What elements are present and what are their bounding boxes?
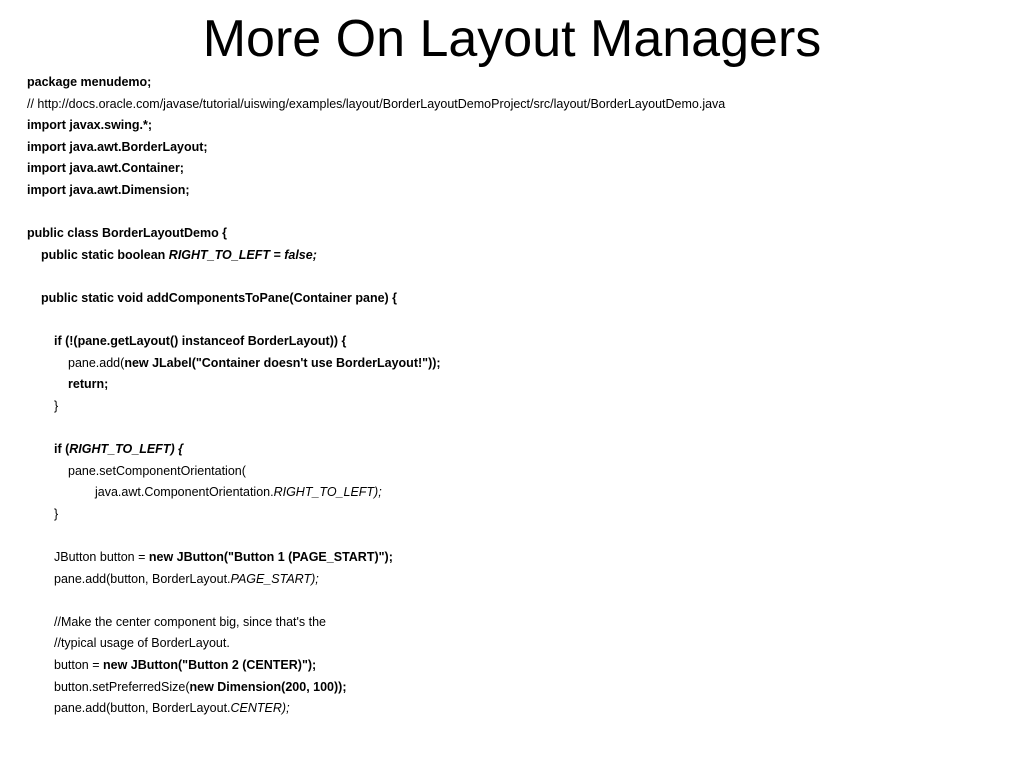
code-token: CENTER); <box>230 701 290 716</box>
code-token: pane.add(button, BorderLayout. <box>54 701 231 716</box>
code-line: // http://docs.oracle.com/javase/tutorial/uiswing/examples/layout/BorderLayoutDemoProject/src/layout/BorderLayoutDemo.java <box>27 96 726 111</box>
code-line: import java.awt.Container; <box>27 161 184 176</box>
code-line <box>27 482 1017 504</box>
code-line: if (!(pane.getLayout() instanceof BorderLayout)) { <box>54 334 347 349</box>
code-token: pane.add( <box>68 355 125 370</box>
code-token: java.awt.ComponentOrientation. <box>95 485 274 500</box>
code-line <box>27 245 1017 267</box>
code-line <box>27 439 1017 461</box>
code-token: new JLabel("Container doesn't use BorderLayout!")); <box>124 355 441 370</box>
code-token: JButton button = <box>54 550 149 565</box>
code-token: RIGHT_TO_LEFT) { <box>69 442 183 457</box>
code-token: public static boolean <box>41 247 169 262</box>
code-listing <box>27 72 1017 720</box>
code-line: pane.setComponentOrientation( <box>68 463 246 478</box>
code-blank-line <box>27 310 1017 332</box>
code-line: public class BorderLayoutDemo { <box>27 226 228 241</box>
slide-title: More On Layout Managers <box>202 10 822 68</box>
code-token: new Dimension(200, 100)); <box>189 679 347 694</box>
code-blank-line <box>27 525 1017 547</box>
code-blank-line <box>27 590 1017 612</box>
code-line <box>27 655 1017 677</box>
code-line: public static void addComponentsToPane(Container pane) { <box>41 290 398 305</box>
code-line: return; <box>68 377 109 392</box>
code-blank-line <box>27 202 1017 224</box>
code-token: new JButton("Button 1 (PAGE_START)"); <box>148 550 393 565</box>
code-token: new JButton("Button 2 (CENTER)"); <box>103 658 317 673</box>
code-line: import javax.swing.*; <box>27 118 153 133</box>
code-line: } <box>54 398 59 413</box>
code-line: //Make the center component big, since that's the <box>54 614 326 629</box>
code-line: import java.awt.BorderLayout; <box>27 139 208 154</box>
code-line <box>27 677 1017 699</box>
code-line: package menudemo; <box>27 75 152 89</box>
code-token: RIGHT_TO_LEFT); <box>273 485 382 500</box>
code-token: PAGE_START); <box>230 571 319 586</box>
code-token: button = <box>54 658 103 673</box>
code-token: if ( <box>54 442 70 457</box>
code-blank-line <box>27 418 1017 440</box>
code-line: import java.awt.Dimension; <box>27 182 190 197</box>
code-token: RIGHT_TO_LEFT = false; <box>168 247 317 262</box>
code-line <box>27 353 1017 375</box>
code-line: //typical usage of BorderLayout. <box>54 636 230 651</box>
code-line <box>27 547 1017 569</box>
code-blank-line <box>27 266 1017 288</box>
code-line <box>27 569 1017 591</box>
code-token: pane.add(button, BorderLayout. <box>54 571 231 586</box>
code-token: button.setPreferredSize( <box>54 679 190 694</box>
code-line <box>27 698 1017 720</box>
code-line: } <box>54 506 59 521</box>
